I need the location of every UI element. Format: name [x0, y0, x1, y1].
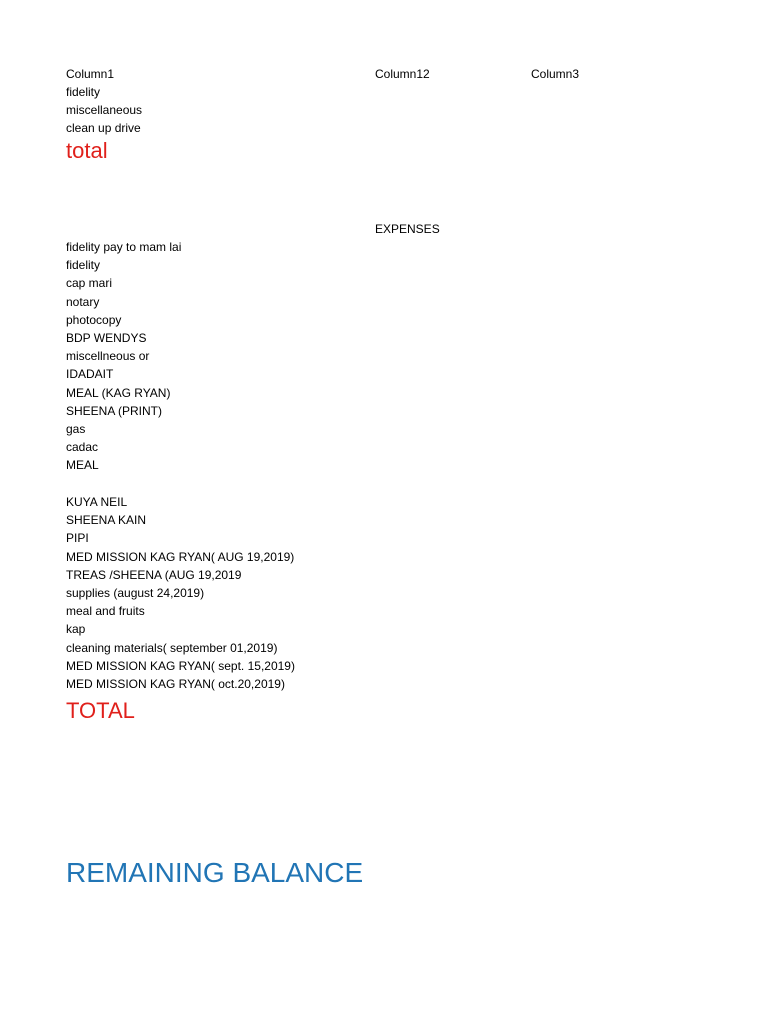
column-header-1: Column1 [66, 67, 115, 81]
list-item: cadac [66, 440, 99, 455]
list-item: kap [66, 622, 86, 637]
list-item: fidelity [66, 85, 101, 99]
list-item: MED MISSION KAG RYAN( oct.20,2019) [66, 677, 285, 691]
list-item: IDADAIT [66, 367, 114, 382]
expense-total-label: TOTAL [66, 698, 135, 723]
list-item: supplies (august 24,2019) [66, 586, 205, 600]
list-item: BDP WENDYS [66, 331, 147, 345]
list-item: KUYA NEIL [66, 495, 128, 509]
list-item: gas [66, 422, 86, 436]
list-item: meal and fruits [66, 604, 145, 619]
list-item: MEAL (KAG RYAN) [66, 385, 171, 400]
list-item: cleaning materials( september 01,2019) [66, 640, 278, 655]
income-total-label: total [66, 138, 108, 163]
list-item: SHEENA (PRINT) [66, 403, 163, 418]
expenses-title: EXPENSES [375, 222, 440, 236]
list-item: miscellneous or [66, 349, 150, 364]
list-item: MED MISSION KAG RYAN( AUG 19,2019) [66, 549, 295, 564]
list-item: PIPI [66, 531, 89, 546]
column-header-3: Column3 [531, 67, 580, 81]
list-item: photocopy [66, 312, 122, 327]
list-item: cap mari [66, 276, 113, 291]
list-item: fidelity pay to mam lai [66, 240, 182, 254]
list-item: clean up drive [66, 121, 141, 136]
list-item: notary [66, 294, 100, 309]
list-item: TREAS /SHEENA (AUG 19,2019 [66, 567, 242, 582]
list-item: MED MISSION KAG RYAN( sept. 15,2019) [66, 658, 295, 673]
list-item: fidelity [66, 258, 101, 273]
list-item: SHEENA KAIN [66, 513, 147, 528]
column-header-12: Column12 [375, 67, 430, 81]
remaining-balance-label: REMAINING BALANCE [66, 857, 364, 888]
list-item: miscellaneous [66, 103, 143, 118]
list-item: MEAL [66, 458, 99, 473]
